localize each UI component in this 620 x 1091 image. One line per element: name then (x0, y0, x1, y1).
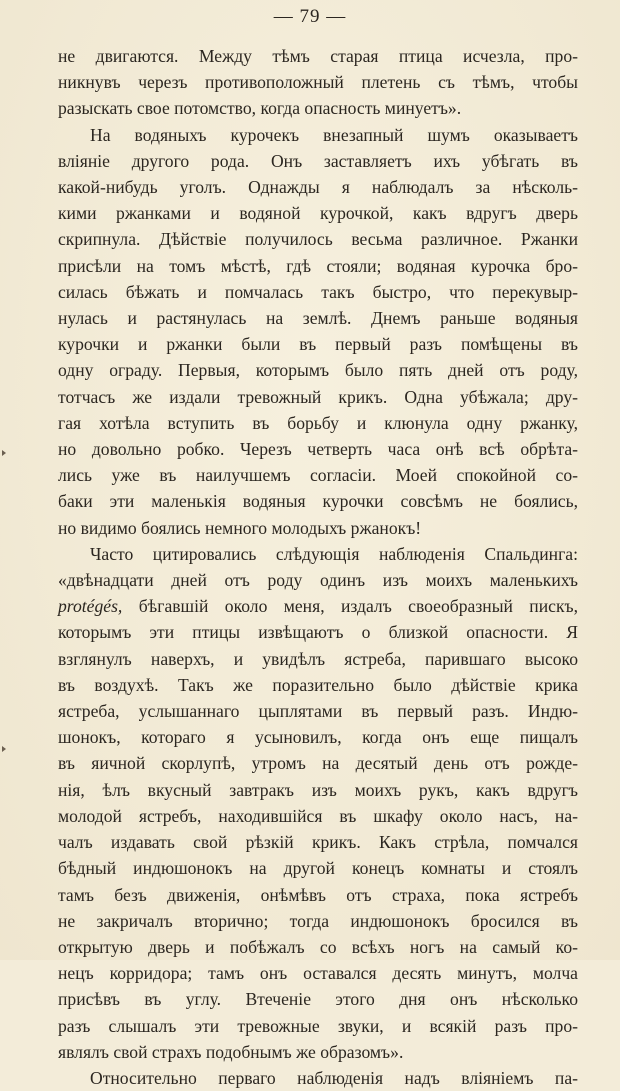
text-line: шонокъ, котораго я усыновилъ, когда онъ еще пищалъ (58, 727, 578, 748)
text-line: разъ слышалъ эти тревожные звуки, и всякій разъ про- (58, 1015, 578, 1036)
text-line: «двѣнадцати дней отъ роду одинъ изъ моихъ маленькихъ (58, 570, 578, 591)
text-line: гая хотѣла вступить въ борьбу и клюнула одну ржанку, (58, 412, 578, 433)
text-line: нія, ѣлъ вкусный завтракъ изъ моихъ рукъ, какъ вдругъ (58, 779, 578, 800)
text-line: но довольно робко. Черезъ четверть часа онѣ всѣ обрѣта- (58, 439, 578, 460)
page-number: — 79 — (273, 6, 347, 27)
text-line: кими ржанками и водяной курочкой, какъ вдругъ дверь (58, 203, 578, 224)
text-line: курочки и ржанки были въ первый разъ помѣщены въ (58, 334, 578, 355)
text-line: не двигаются. Между тѣмъ старая птица исчезла, про- (58, 46, 578, 66)
margin-mark (2, 450, 6, 456)
text-line: которымъ эти птицы извѣщаютъ о близкой опасности. Я (58, 622, 578, 643)
text-line: чалъ издавать свой рѣзкій крикъ. Какъ стрѣла, помчался (58, 832, 578, 853)
text-line: лись уже въ наилучшемъ согласіи. Моей спокойной со- (58, 465, 578, 486)
text-line: силась бѣжать и помчалась такъ быстро, что перекувыр- (58, 281, 578, 302)
text-line: ястреба, услышаннаго цыплятами въ первый разъ. Индю- (58, 701, 578, 722)
text-line: скрипнула. Дѣйствіе получилось весьма различное. Ржанки (58, 229, 578, 250)
text-line (58, 593, 578, 619)
text-line: не закричалъ вторично; тогда индюшонокъ бросился въ (58, 910, 578, 931)
text-line: баки эти маленькія водяныя курочки совсѣмъ не боялись, (58, 491, 578, 512)
margin-mark (2, 746, 6, 752)
text-line: тамъ безъ движенія, онѣмѣвъ отъ страха, пока ястребъ (58, 884, 578, 905)
text-line: молодой ястребъ, находившійся въ шкафу около насъ, на- (58, 805, 578, 826)
text-line: открытую дверь и побѣжалъ со всѣхъ ногъ на самый ко- (58, 936, 578, 957)
text-line: въ воздухѣ. Такъ же поразительно было дѣйствіе крика (58, 674, 578, 695)
text-line: взглянулъ наверхъ, и увидѣлъ ястреба, парившаго высоко (58, 648, 578, 669)
text-line: Часто цитировались слѣдующія наблюденія Спальдинга: (90, 543, 578, 564)
text-line: присѣли на томъ мѣстѣ, гдѣ стояли; водяная курочка бро- (58, 255, 578, 276)
text-line: бѣдный индюшонокъ на другой конецъ комнаты и стоялъ (58, 858, 578, 879)
body-text (58, 43, 578, 1091)
text-line: въ яичной скорлупѣ, утромъ на десятый день отъ рожде- (58, 753, 578, 774)
text-line: На водяныхъ курочекъ внезапный шумъ оказываетъ (90, 124, 578, 145)
line-text: бѣгавшій около меня, издалъ своеобразный пискъ, (138, 596, 578, 617)
text-line: являлъ свой страхъ подобнымъ же образомъ». (58, 1041, 404, 1062)
text-line: Относительно перваго наблюденія надъ вліяніемъ па- (90, 1067, 578, 1088)
text-line: вліяніе другого рода. Онъ заставляетъ ихъ убѣгать въ (58, 150, 578, 171)
italic-word: protégés, (58, 596, 123, 617)
text-line: присѣвъ въ углу. Втеченіе этого дня онъ нѣсколько (58, 989, 578, 1010)
text-line: нулась и растянулась на землѣ. Днемъ раньше водяныя (58, 308, 578, 329)
text-line: тотчасъ же издали тревожный крикъ. Одна убѣжала; дру- (58, 386, 578, 407)
text-line: никнувъ черезъ противоположный плетень съ тѣмъ, чтобы (58, 72, 578, 93)
text-line: нецъ корридора; тамъ онъ оставался десять минутъ, молча (58, 963, 578, 984)
text-line: но видимо боялись немного молодыхъ ржанокъ! (58, 517, 422, 538)
text-line: разыскать свое потомство, когда опасность минуетъ». (58, 98, 462, 119)
text-line: одну ограду. Первыя, которымъ было пять дней отъ роду, (58, 360, 578, 381)
text-line: какой-нибудь уголъ. Однажды я наблюдалъ за нѣсколь- (58, 177, 578, 198)
